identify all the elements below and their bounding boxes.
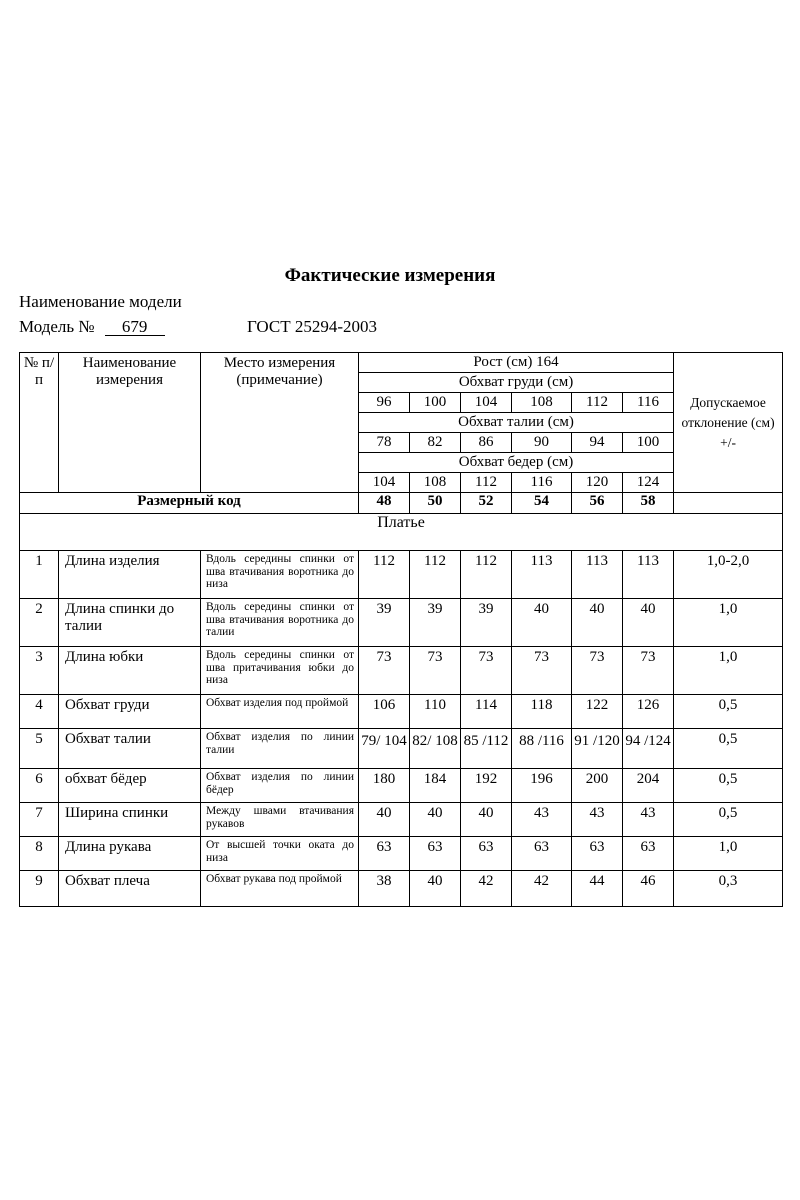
measurement-value: 73 xyxy=(623,647,674,695)
measurement-value: 40 xyxy=(572,599,623,647)
num-column-header: № п/п xyxy=(20,353,59,493)
document-title: Фактические измерения xyxy=(284,265,496,286)
measurement-name: Длина юбки xyxy=(59,647,201,695)
measurement-value: 106 xyxy=(359,695,410,729)
measurement-place: Между швами втачивания рукавов xyxy=(201,803,359,837)
measurement-name: Длина изделия xyxy=(59,551,201,599)
measurement-value: 88 /116 xyxy=(512,729,572,769)
size-code-row xyxy=(20,493,783,514)
measurement-value: 39 xyxy=(461,599,512,647)
measurement-value: 91 /120 xyxy=(572,729,623,769)
chest-value: 108 xyxy=(512,393,572,413)
waist-value: 100 xyxy=(623,433,674,453)
section-title: Платье xyxy=(20,514,783,551)
measurement-value: 44 xyxy=(572,871,623,907)
tolerance-header: Допускаемое отклонение (см) +/- xyxy=(674,353,783,493)
name-column-header: Наименование измерения xyxy=(59,353,201,493)
chest-value: 96 xyxy=(359,393,410,413)
table-row xyxy=(20,729,783,769)
measurement-value: 40 xyxy=(359,803,410,837)
row-number: 5 xyxy=(20,729,59,769)
measurement-value: 114 xyxy=(461,695,512,729)
waist-header: Обхват талии (см) xyxy=(359,413,674,433)
size-code: 52 xyxy=(461,493,512,514)
size-code: 54 xyxy=(512,493,572,514)
tolerance-value: 0,5 xyxy=(674,695,783,729)
row-number: 6 xyxy=(20,769,59,803)
measurement-value: 73 xyxy=(359,647,410,695)
size-code: 58 xyxy=(623,493,674,514)
measurement-value: 63 xyxy=(623,837,674,871)
row-number: 1 xyxy=(20,551,59,599)
table-row xyxy=(20,551,783,599)
measurement-value: 118 xyxy=(512,695,572,729)
table-row xyxy=(20,695,783,729)
height-header: Рост (см) 164 xyxy=(359,353,674,373)
measurement-place: Обхват изделия по линии талии xyxy=(201,729,359,769)
hips-value: 124 xyxy=(623,473,674,493)
measurement-value: 113 xyxy=(512,551,572,599)
model-number: 679 xyxy=(105,318,165,336)
waist-value: 86 xyxy=(461,433,512,453)
measurement-value: 82/ 108 xyxy=(410,729,461,769)
table-row xyxy=(20,837,783,871)
measurement-name: обхват бёдер xyxy=(59,769,201,803)
hips-value: 104 xyxy=(359,473,410,493)
measurement-value: 63 xyxy=(512,837,572,871)
measurement-value: 40 xyxy=(410,803,461,837)
measurement-value: 63 xyxy=(572,837,623,871)
measurement-value: 122 xyxy=(572,695,623,729)
measurement-value: 112 xyxy=(359,551,410,599)
measurement-name: Ширина спинки xyxy=(59,803,201,837)
row-number: 8 xyxy=(20,837,59,871)
measurement-place: Обхват изделия по линии бёдер xyxy=(201,769,359,803)
row-number: 3 xyxy=(20,647,59,695)
measurement-name: Длина спинки до талии xyxy=(59,599,201,647)
chest-header: Обхват груди (см) xyxy=(359,373,674,393)
measurement-value: 184 xyxy=(410,769,461,803)
measurement-place: Обхват рукава под проймой xyxy=(201,871,359,907)
tolerance-value: 0,3 xyxy=(674,871,783,907)
hips-value: 120 xyxy=(572,473,623,493)
measurement-place: Вдоль середины спинки от шва втачивания воротника до низа xyxy=(201,551,359,599)
measurement-name: Длина рукава xyxy=(59,837,201,871)
measurement-value: 43 xyxy=(572,803,623,837)
tolerance-value: 1,0 xyxy=(674,837,783,871)
tolerance-value: 1,0 xyxy=(674,599,783,647)
measurement-value: 204 xyxy=(623,769,674,803)
model-label: Модель № xyxy=(19,317,95,336)
measurement-value: 113 xyxy=(572,551,623,599)
size-code-label: Размерный код xyxy=(20,493,359,514)
measurement-value: 196 xyxy=(512,769,572,803)
measurement-name: Обхват талии xyxy=(59,729,201,769)
measurement-value: 110 xyxy=(410,695,461,729)
measurement-value: 94 /124 xyxy=(623,729,674,769)
waist-value: 94 xyxy=(572,433,623,453)
waist-value: 82 xyxy=(410,433,461,453)
measurements-table xyxy=(19,352,783,907)
measurement-value: 42 xyxy=(512,871,572,907)
measurement-value: 73 xyxy=(461,647,512,695)
table-row xyxy=(20,647,783,695)
measurement-place: Вдоль середины спинки от шва втачивания воротника до талии xyxy=(201,599,359,647)
measurement-value: 40 xyxy=(623,599,674,647)
measurement-value: 43 xyxy=(512,803,572,837)
measurement-value: 192 xyxy=(461,769,512,803)
measurement-value: 73 xyxy=(410,647,461,695)
hips-value: 108 xyxy=(410,473,461,493)
size-code-blank xyxy=(674,493,783,514)
measurement-value: 200 xyxy=(572,769,623,803)
size-code: 56 xyxy=(572,493,623,514)
chest-value: 116 xyxy=(623,393,674,413)
hips-value: 116 xyxy=(512,473,572,493)
tolerance-value: 0,5 xyxy=(674,769,783,803)
measurement-place: Обхват изделия под проймой xyxy=(201,695,359,729)
table-row xyxy=(20,769,783,803)
measurement-value: 63 xyxy=(461,837,512,871)
tolerance-value: 1,0-2,0 xyxy=(674,551,783,599)
chest-value: 112 xyxy=(572,393,623,413)
measurement-value: 39 xyxy=(410,599,461,647)
measurement-value: 42 xyxy=(461,871,512,907)
row-number: 4 xyxy=(20,695,59,729)
size-code: 48 xyxy=(359,493,410,514)
row-number: 9 xyxy=(20,871,59,907)
measurement-place: От высшей точки оката до низа xyxy=(201,837,359,871)
measurement-value: 63 xyxy=(359,837,410,871)
row-number: 7 xyxy=(20,803,59,837)
measurement-value: 113 xyxy=(623,551,674,599)
tolerance-value: 1,0 xyxy=(674,647,783,695)
gost-standard: ГОСТ 25294-2003 xyxy=(247,317,378,336)
hips-value: 112 xyxy=(461,473,512,493)
measurement-value: 40 xyxy=(512,599,572,647)
model-name-label: Наименование модели xyxy=(19,292,182,311)
chest-value: 104 xyxy=(461,393,512,413)
measurement-name: Обхват плеча xyxy=(59,871,201,907)
measurement-value: 40 xyxy=(461,803,512,837)
measurement-place: Вдоль середины спинки от шва притачивания юбки до низа xyxy=(201,647,359,695)
tolerance-value: 0,5 xyxy=(674,729,783,769)
waist-value: 90 xyxy=(512,433,572,453)
table-row xyxy=(20,599,783,647)
chest-value: 100 xyxy=(410,393,461,413)
measurement-value: 180 xyxy=(359,769,410,803)
measurement-value: 46 xyxy=(623,871,674,907)
table-row xyxy=(20,871,783,907)
measurement-value: 73 xyxy=(512,647,572,695)
measurement-value: 40 xyxy=(410,871,461,907)
measurement-value: 43 xyxy=(623,803,674,837)
measurement-value: 39 xyxy=(359,599,410,647)
hips-header: Обхват бедер (см) xyxy=(359,453,674,473)
place-column-header: Место измерения (примечание) xyxy=(201,353,359,493)
measurement-value: 112 xyxy=(410,551,461,599)
model-number-line xyxy=(19,317,165,337)
measurement-value: 112 xyxy=(461,551,512,599)
table-row xyxy=(20,803,783,837)
tolerance-value: 0,5 xyxy=(674,803,783,837)
measurement-value: 63 xyxy=(410,837,461,871)
measurement-value: 85 /112 xyxy=(461,729,512,769)
measurement-name: Обхват груди xyxy=(59,695,201,729)
waist-value: 78 xyxy=(359,433,410,453)
measurement-value: 126 xyxy=(623,695,674,729)
measurement-value: 38 xyxy=(359,871,410,907)
measurement-value: 73 xyxy=(572,647,623,695)
measurement-value: 79/ 104 xyxy=(359,729,410,769)
row-number: 2 xyxy=(20,599,59,647)
size-code: 50 xyxy=(410,493,461,514)
